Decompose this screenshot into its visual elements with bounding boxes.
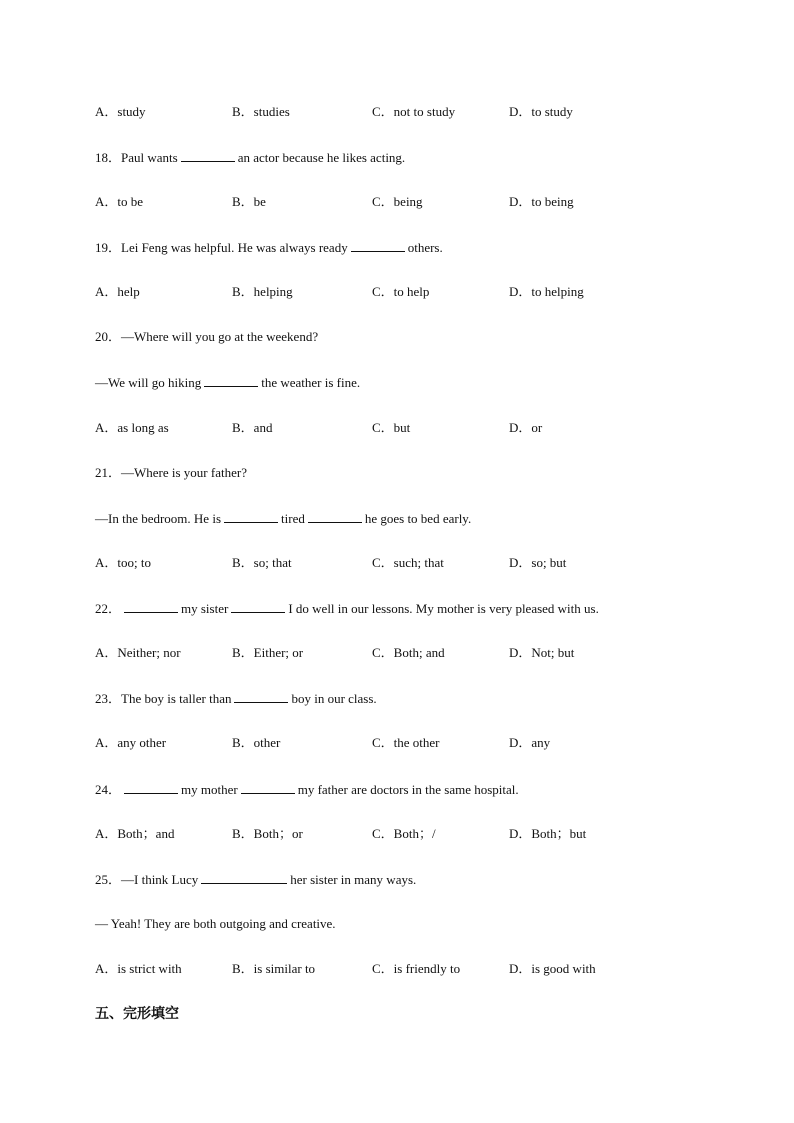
q21-stem-post: he goes to bed early.: [364, 511, 472, 526]
q18-option-a[interactable]: A．to be: [95, 194, 144, 209]
q19-stem: [95, 239, 443, 256]
q23-blank[interactable]: [234, 690, 288, 703]
q22-option-b[interactable]: B．Either; or: [232, 645, 304, 660]
q24-stem-mid: my mother: [181, 782, 238, 797]
q20-option-c[interactable]: C．but: [372, 420, 411, 435]
q19-option-a[interactable]: A．help: [95, 284, 140, 299]
q21-stem-mid: tired: [281, 511, 305, 526]
q18-option-b[interactable]: B．be: [232, 194, 266, 209]
q18-stem: [95, 149, 405, 166]
q23-options: [95, 735, 735, 751]
q20-options: [95, 420, 735, 436]
q22-option-d[interactable]: D．Not; but: [509, 645, 575, 660]
q22-stem-mid: my sister: [181, 601, 229, 616]
q23-option-a[interactable]: A．any other: [95, 735, 167, 750]
q22-blank-1[interactable]: [124, 600, 178, 613]
q23-option-c[interactable]: C．the other: [372, 735, 440, 750]
q25-option-b[interactable]: B．is similar to: [232, 961, 316, 976]
q25-stem-pre: 25．—I think Lucy: [95, 872, 199, 887]
q24-stem-pre: 24．: [95, 782, 122, 797]
q19-option-d[interactable]: D．to helping: [509, 284, 584, 299]
q25-stem-post: her sister in many ways.: [290, 872, 417, 887]
q25-option-a[interactable]: A．is strict with: [95, 961, 182, 976]
q18-stem-pre: 18．Paul wants: [95, 150, 178, 165]
q22-options: [95, 645, 735, 661]
q17-options: [95, 104, 735, 120]
q20-stem: [95, 374, 360, 391]
section-heading-cloze: 五、完形填空: [95, 1006, 179, 1022]
q23-stem-post: boy in our class.: [291, 691, 377, 706]
q24-option-a[interactable]: A．Both；and: [95, 826, 175, 841]
q21-option-b[interactable]: B．so; that: [232, 555, 292, 570]
q22-stem-pre: 22．: [95, 601, 122, 616]
q23-option-d[interactable]: D．any: [509, 735, 551, 750]
q23-stem-pre: 23．The boy is taller than: [95, 691, 232, 706]
q17-option-d[interactable]: D．to study: [509, 104, 573, 119]
q24-option-d[interactable]: D．Both；but: [509, 826, 587, 841]
q24-option-b[interactable]: B．Both；or: [232, 826, 303, 841]
q25-option-d[interactable]: D．is good with: [509, 961, 596, 976]
q18-option-d[interactable]: D．to being: [509, 194, 574, 209]
q21-blank-1[interactable]: [224, 510, 278, 523]
q23-stem: [95, 690, 377, 707]
q21-blank-2[interactable]: [308, 510, 362, 523]
q21-options: [95, 555, 735, 571]
q19-option-b[interactable]: B．helping: [232, 284, 293, 299]
q21-option-a[interactable]: A．too; to: [95, 555, 151, 570]
q17-option-b[interactable]: B．studies: [232, 104, 290, 119]
q25-options: [95, 961, 735, 977]
q17-option-a[interactable]: A．study: [95, 104, 146, 119]
q20-stem-pre: —We will go hiking: [95, 375, 202, 390]
q20-question: 20．—Where will you go at the weekend?: [95, 329, 319, 344]
q22-stem-post: I do well in our lessons. My mother is very pleased with us.: [288, 601, 599, 616]
q19-stem-pre: 19．Lei Feng was helpful. He was always ready: [95, 240, 348, 255]
q18-option-c[interactable]: C．being: [372, 194, 423, 209]
q24-blank-1[interactable]: [124, 781, 178, 794]
q19-options: [95, 284, 735, 300]
q18-options: [95, 194, 735, 210]
q17-option-c[interactable]: C．not to study: [372, 104, 456, 119]
q24-options: [95, 826, 735, 842]
q19-blank[interactable]: [351, 239, 405, 252]
q18-stem-post: an actor because he likes acting.: [237, 150, 406, 165]
q24-blank-2[interactable]: [241, 781, 295, 794]
q18-blank[interactable]: [181, 149, 235, 162]
q21-option-d[interactable]: D．so; but: [509, 555, 567, 570]
q21-stem-pre: —In the bedroom. He is: [95, 511, 222, 526]
q21-option-c[interactable]: C．such; that: [372, 555, 444, 570]
q19-option-c[interactable]: C．to help: [372, 284, 430, 299]
q25-response: — Yeah! They are both outgoing and creative.: [95, 916, 336, 931]
q20-option-b[interactable]: B．and: [232, 420, 273, 435]
q21-stem: [95, 510, 471, 527]
q20-blank[interactable]: [204, 374, 258, 387]
q20-stem-post: the weather is fine.: [261, 375, 361, 390]
q20-option-a[interactable]: A．as long as: [95, 420, 169, 435]
q25-option-c[interactable]: C．is friendly to: [372, 961, 461, 976]
q19-stem-post: others.: [407, 240, 443, 255]
q25-stem: [95, 871, 416, 888]
q22-option-a[interactable]: A．Neither; nor: [95, 645, 181, 660]
q22-option-c[interactable]: C．Both; and: [372, 645, 445, 660]
q22-blank-2[interactable]: [231, 600, 285, 613]
q24-stem: [95, 781, 519, 798]
q24-stem-post: my father are doctors in the same hospital.: [297, 782, 519, 797]
q23-option-b[interactable]: B．other: [232, 735, 281, 750]
q21-question: 21．—Where is your father?: [95, 465, 247, 480]
q25-blank[interactable]: [201, 871, 287, 884]
q22-stem: [95, 600, 599, 617]
q20-option-d[interactable]: D．or: [509, 420, 543, 435]
q24-option-c[interactable]: C．Both；/: [372, 826, 436, 841]
